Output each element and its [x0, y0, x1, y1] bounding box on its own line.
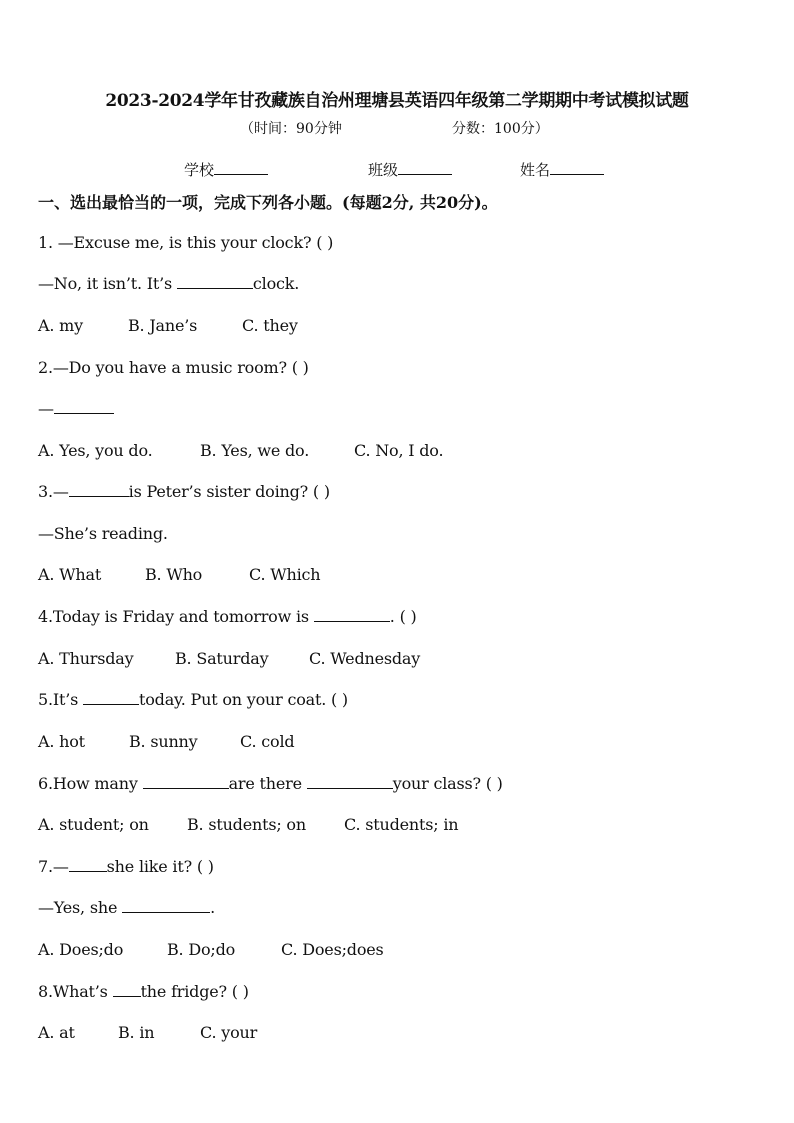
school-label: 学校 [184, 161, 215, 179]
question-4-stem: 4.Today is Friday and tomorrow is . ( ) [38, 607, 417, 626]
answer-blank[interactable] [69, 857, 107, 872]
option-a[interactable]: A. at [38, 1023, 75, 1042]
answer-blank[interactable] [54, 399, 114, 414]
name-field [520, 159, 604, 180]
option-b[interactable]: B. Who [145, 565, 203, 584]
question-2-stem: 2.—Do you have a music room? ( ) [38, 358, 309, 377]
answer-blank[interactable] [83, 690, 139, 705]
option-a[interactable]: A. Thursday [38, 649, 134, 668]
option-b[interactable]: B. Jane’s [128, 316, 198, 335]
question-3-stem: 3.— is Peter’s sister doing? ( ) [38, 482, 330, 501]
answer-blank-2[interactable] [307, 774, 393, 789]
name-blank[interactable] [550, 160, 604, 175]
school-field [184, 159, 268, 180]
option-c[interactable]: C. Does;does [281, 940, 384, 959]
option-b[interactable]: B. sunny [129, 732, 198, 751]
question-7-options [38, 940, 384, 959]
class-label: 班级 [368, 161, 399, 179]
question-2-reply: — [38, 399, 114, 418]
question-1-options [38, 316, 298, 335]
option-b[interactable]: B. Yes, we do. [200, 441, 310, 460]
question-4-options [38, 649, 420, 668]
option-c[interactable]: C. students; in [344, 815, 459, 834]
question-5-options [38, 732, 294, 751]
question-6-stem: 6.How many are there your class? ( ) [38, 774, 503, 793]
option-c[interactable]: C. your [200, 1023, 258, 1042]
option-c[interactable]: C. Wednesday [309, 649, 421, 668]
page-title: 2023-2024学年甘孜藏族自治州理塘县英语四年级第二学期期中考试模拟试题 [105, 91, 689, 111]
total-score: 分数：100分） [452, 121, 549, 137]
option-a[interactable]: A. hot [38, 732, 85, 751]
option-c[interactable]: C. cold [240, 732, 295, 751]
question-1-reply: —No, it isn’t. It’s clock. [38, 274, 300, 293]
option-c[interactable]: C. Which [249, 565, 321, 584]
option-a[interactable]: A. Does;do [38, 940, 124, 959]
answer-blank[interactable] [69, 482, 129, 497]
answer-blank[interactable] [177, 274, 253, 289]
question-5-stem: 5.It’s today. Put on your coat. ( ) [38, 690, 348, 709]
class-blank[interactable] [398, 160, 452, 175]
question-7-stem: 7.— she like it? ( ) [38, 857, 214, 876]
answer-blank[interactable] [122, 898, 210, 913]
time-limit: （时间：90分钟 [240, 121, 342, 137]
question-3-options [38, 565, 320, 584]
school-blank[interactable] [214, 160, 268, 175]
option-b[interactable]: B. Saturday [175, 649, 269, 668]
question-8-stem: 8.What’s the fridge? ( ) [38, 982, 249, 1001]
option-a[interactable]: A. student; on [38, 815, 149, 834]
answer-blank[interactable] [113, 982, 141, 997]
option-c[interactable]: C. they [242, 316, 298, 335]
question-6-options [38, 815, 458, 834]
option-b[interactable]: B. Do;do [167, 940, 236, 959]
question-2-options [38, 441, 443, 460]
option-b[interactable]: B. in [118, 1023, 155, 1042]
option-c[interactable]: C. No, I do. [354, 441, 444, 460]
option-a[interactable]: A. Yes, you do. [38, 441, 153, 460]
option-a[interactable]: A. my [38, 316, 83, 335]
option-a[interactable]: A. What [38, 565, 102, 584]
option-b[interactable]: B. students; on [187, 815, 306, 834]
answer-blank-1[interactable] [143, 774, 229, 789]
answer-blank[interactable] [314, 607, 390, 622]
question-3-reply: —She’s reading. [38, 524, 168, 543]
question-1-stem: 1. —Excuse me, is this your clock? ( ) [38, 233, 334, 252]
question-7-reply: —Yes, she . [38, 898, 215, 917]
name-label: 姓名 [520, 161, 551, 179]
section-heading: 一、选出最恰当的一项，完成下列各小题。(每题2分, 共20分)。 [38, 193, 498, 212]
question-8-options [38, 1023, 257, 1042]
class-field [368, 159, 452, 180]
